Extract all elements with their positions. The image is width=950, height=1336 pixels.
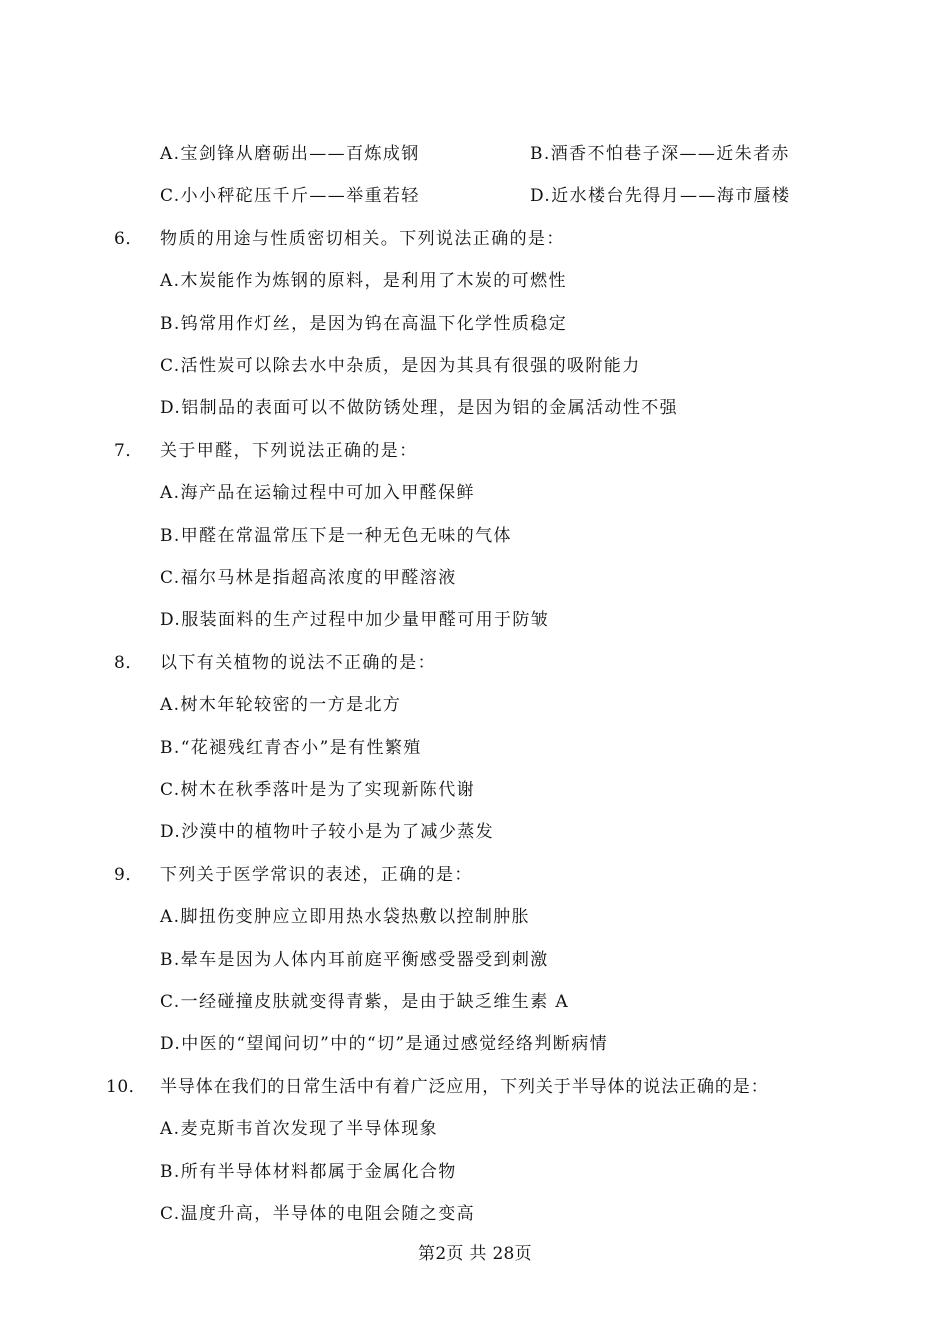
q7-option-b: B.甲醛在常温常压下是一种无色无味的气体 (160, 526, 512, 546)
q8-stem: 以下有关植物的说法不正确的是： (160, 653, 436, 673)
q5-option-a: A.宝剑锋从磨砺出——百炼成钢 (160, 144, 420, 164)
q6-option-a: A.木炭能作为炼钢的原料，是利用了木炭的可燃性 (160, 271, 567, 291)
q7-option-d: D.服装面料的生产过程中加少量甲醛可用于防皱 (160, 610, 550, 630)
q7-option-a: A.海产品在运输过程中可加入甲醛保鲜 (160, 483, 475, 503)
page-footer: 第2页 共 28页 (418, 1244, 532, 1264)
q10-number: 10． (106, 1077, 147, 1097)
q6-number: 6． (114, 229, 143, 249)
q8-option-b: B.“花褪残红青杏小”是有性繁殖 (160, 738, 422, 758)
q8-option-a: A.树木年轮较密的一方是北方 (160, 695, 402, 715)
q5-option-b: B.酒香不怕巷子深——近朱者赤 (530, 144, 790, 164)
q9-stem: 下列关于医学常识的表述，正确的是： (160, 865, 473, 885)
q5-option-c: C.小小秤砣压千斤——举重若轻 (160, 186, 420, 206)
q7-stem: 关于甲醛，下列说法正确的是： (160, 441, 418, 461)
q7-number: 7． (114, 441, 143, 461)
q9-number: 9． (114, 865, 143, 885)
q6-option-c: C.活性炭可以除去水中杂质，是因为其具有很强的吸附能力 (160, 356, 641, 376)
q6-stem: 物质的用途与性质密切相关。下列说法正确的是： (160, 229, 565, 249)
q10-stem: 半导体在我们的日常生活中有着广泛应用，下列关于半导体的说法正确的是： (160, 1077, 769, 1097)
q9-option-b: B.晕车是因为人体内耳前庭平衡感受器受到刺激 (160, 950, 549, 970)
q6-option-d: D.铝制品的表面可以不做防锈处理，是因为铝的金属活动性不强 (160, 398, 679, 418)
q9-option-d: D.中医的“望闻问切”中的“切”是通过感觉经络判断病情 (160, 1034, 608, 1054)
q10-option-b: B.所有半导体材料都属于金属化合物 (160, 1162, 457, 1182)
q8-option-c: C.树木在秋季落叶是为了实现新陈代谢 (160, 780, 476, 800)
q9-option-c: C.一经碰撞皮肤就变得青紫，是由于缺乏维生素 A (160, 992, 570, 1012)
q5-option-d: D.近水楼台先得月——海市蜃楼 (530, 186, 791, 206)
q6-option-b: B.钨常用作灯丝，是因为钨在高温下化学性质稳定 (160, 314, 568, 334)
q8-option-d: D.沙漠中的植物叶子较小是为了减少蒸发 (160, 822, 495, 842)
q10-option-a: A.麦克斯韦首次发现了半导体现象 (160, 1119, 439, 1139)
q9-option-a: A.脚扭伤变肿应立即用热水袋热敷以控制肿胀 (160, 907, 531, 927)
q10-option-c: C.温度升高，半导体的电阻会随之变高 (160, 1204, 476, 1224)
q7-option-c: C.福尔马林是指超高浓度的甲醛溶液 (160, 568, 457, 588)
q8-number: 8． (114, 653, 143, 673)
